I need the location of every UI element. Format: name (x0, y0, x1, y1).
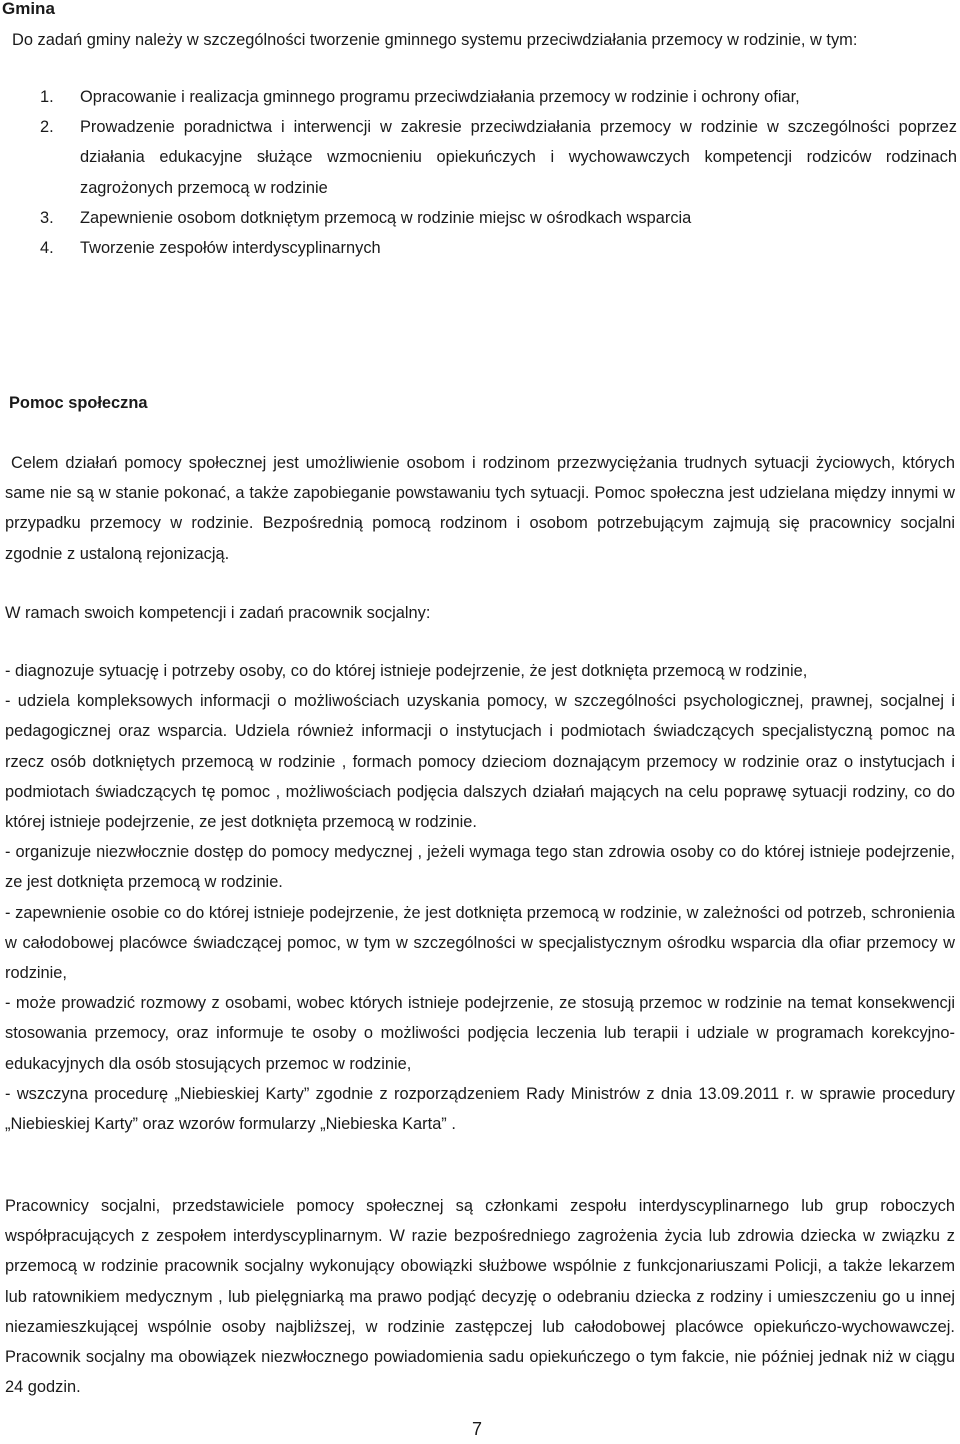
list-item: - zapewnienie osobie co do której istnieje podejrzenie, że jest dotknięta przemocą w rodzinie, w zależności od potrzeb, schronienia w całodobowej placówce świadczącej pomoc, w tym w szczególności w specjalistycznym ośrodku wsparcia dla ofiar przemocy w rodzinie, (5, 903, 955, 983)
page-number: 7 (472, 1419, 483, 1439)
gmina-task-list (0, 82, 957, 263)
list-item-text: Zapewnienie osobom dotkniętym przemocą w rodzinie miejsc w ośrodkach wsparcia (80, 208, 692, 227)
competence-intro: W ramach swoich kompetencji i zadań pracownik socjalny: (5, 604, 431, 622)
list-item-number: 3. (40, 208, 54, 227)
list-item (0, 233, 957, 263)
gmina-intro: Do zadań gminy należy w szczególności tworzenie gminnego systemu przeciwdziałania przemocy w rodzinie, w tym: (12, 31, 858, 49)
list-item-number: 4. (40, 239, 54, 258)
list-item-number: 2. (40, 118, 54, 137)
list-item (0, 82, 957, 112)
list-item: - diagnozuje sytuację i potrzeby osoby, co do której istnieje podejrzenie, że jest dotknięta przemocą w rodzinie, (5, 662, 808, 680)
list-item: - wszczyna procedurę „Niebieskiej Karty” zgodnie z rozporządzeniem Rady Ministrów z dnia 13.09.2011 r. w sprawie procedury „Niebieskiej Karty” oraz wzorów formularzy „Niebieska Karta” . (5, 1084, 955, 1134)
closing-paragraph: Pracownicy socjalni, przedstawiciele pomocy społecznej są członkami zespołu interdyscyplinarnego lub grup roboczych współpracujących z zespołem interdyscyplinarnym. W razie bezpośredniego zagrożenia życia lub zdrowia dziecka w związku z przemocą w rodzinie pracownik socjalny wykonujący obowiązki służbowe wspólnie z funkcjonariuszami Policji, a także lekarzem lub ratownikiem medycznym , lub pielęgniarką ma prawo podjąć decyzję o odebraniu dziecka z rodziny i umieszczeniu go u innej niezamieszkującej wspólnie osoby najbliższej, w rodzinie zastępczej lub całodobowej placówce opiekuńczo-wychowawczej. Pracownik socjalny ma obowiązek niezwłocznego powiadomienia sadu opiekuńczego o tym fakcie, nie później jednak niż w ciągu 24 godzin. (5, 1197, 955, 1397)
pomoc-paragraph: Celem działań pomocy społecznej jest umożliwienie osobom i rodzinom przezwyciężania trudnych sytuacji życiowych, których same nie są w stanie pokonać, a także zapobieganie powstawaniu tych sytuacji. Pomoc społeczna jest udzielana między innymi w przypadku przemocy w rodzinie. Bezpośrednią pomocą rodzinom i osobom potrzebującym zajmują się pracownicy socjalni zgodnie z ustaloną rejonizacją. (5, 454, 955, 563)
list-item-text: Tworzenie zespołów interdyscyplinarnych (80, 239, 381, 258)
list-item (0, 112, 957, 203)
list-item-text: Opracowanie i realizacja gminnego programu przeciwdziałania przemocy w rodzinie i ochrony ofiar, (80, 88, 800, 106)
list-item-number: 1. (40, 88, 54, 106)
section-title-gmina: Gmina (2, 0, 55, 18)
list-item (0, 203, 957, 233)
list-item: - udziela kompleksowych informacji o możliwościach uzyskania pomocy, w szczególności psychologicznej, prawnej, socjalnej i pedagogicznej oraz wsparcia. Udziela również informacji o instytucjach i podmiotach świadczących specjalistyczną pomoc na rzecz osób dotkniętych przemocą w rodzinie , formach pomocy dzieciom doznającym przemocy w rodzinie oraz o instytucjach i podmiotach świadczących tę pomoc , możliwościach podjęcia dalszych działań mających na celu poprawę sytuacji rodziny, co do której istnieje podejrzenie, ze jest dotknięta przemocą w rodzinie. (5, 692, 955, 832)
section-title-pomoc-spoleczna: Pomoc społeczna (9, 394, 148, 412)
social-worker-duties-list (5, 656, 955, 1139)
list-item-text: Prowadzenie poradnictwa i interwencji w zakresie przeciwdziałania przemocy w rodzinie w szczególności poprzez działania edukacyjne służące wzmocnieniu opiekuńczych i wychowawczych kompetencji rodziców rodzinach zagrożonych przemocą w rodzinie (80, 118, 957, 197)
list-item: - organizuje niezwłocznie dostęp do pomocy medycznej , jeżeli wymaga tego stan zdrowia osoby co do której istnieje podejrzenie, ze jest dotknięta przemocą w rodzinie. (5, 843, 955, 892)
list-item: - może prowadzić rozmowy z osobami, wobec których istnieje podejrzenie, ze stosują przemoc w rodzinie na temat konsekwencji stosowania przemocy, oraz informuje te osoby o możliwości podjęcia leczenia lub terapii i udziale w programach korekcyjno-edukacyjnych dla osób stosujących przemoc w rodzinie, (5, 994, 955, 1073)
